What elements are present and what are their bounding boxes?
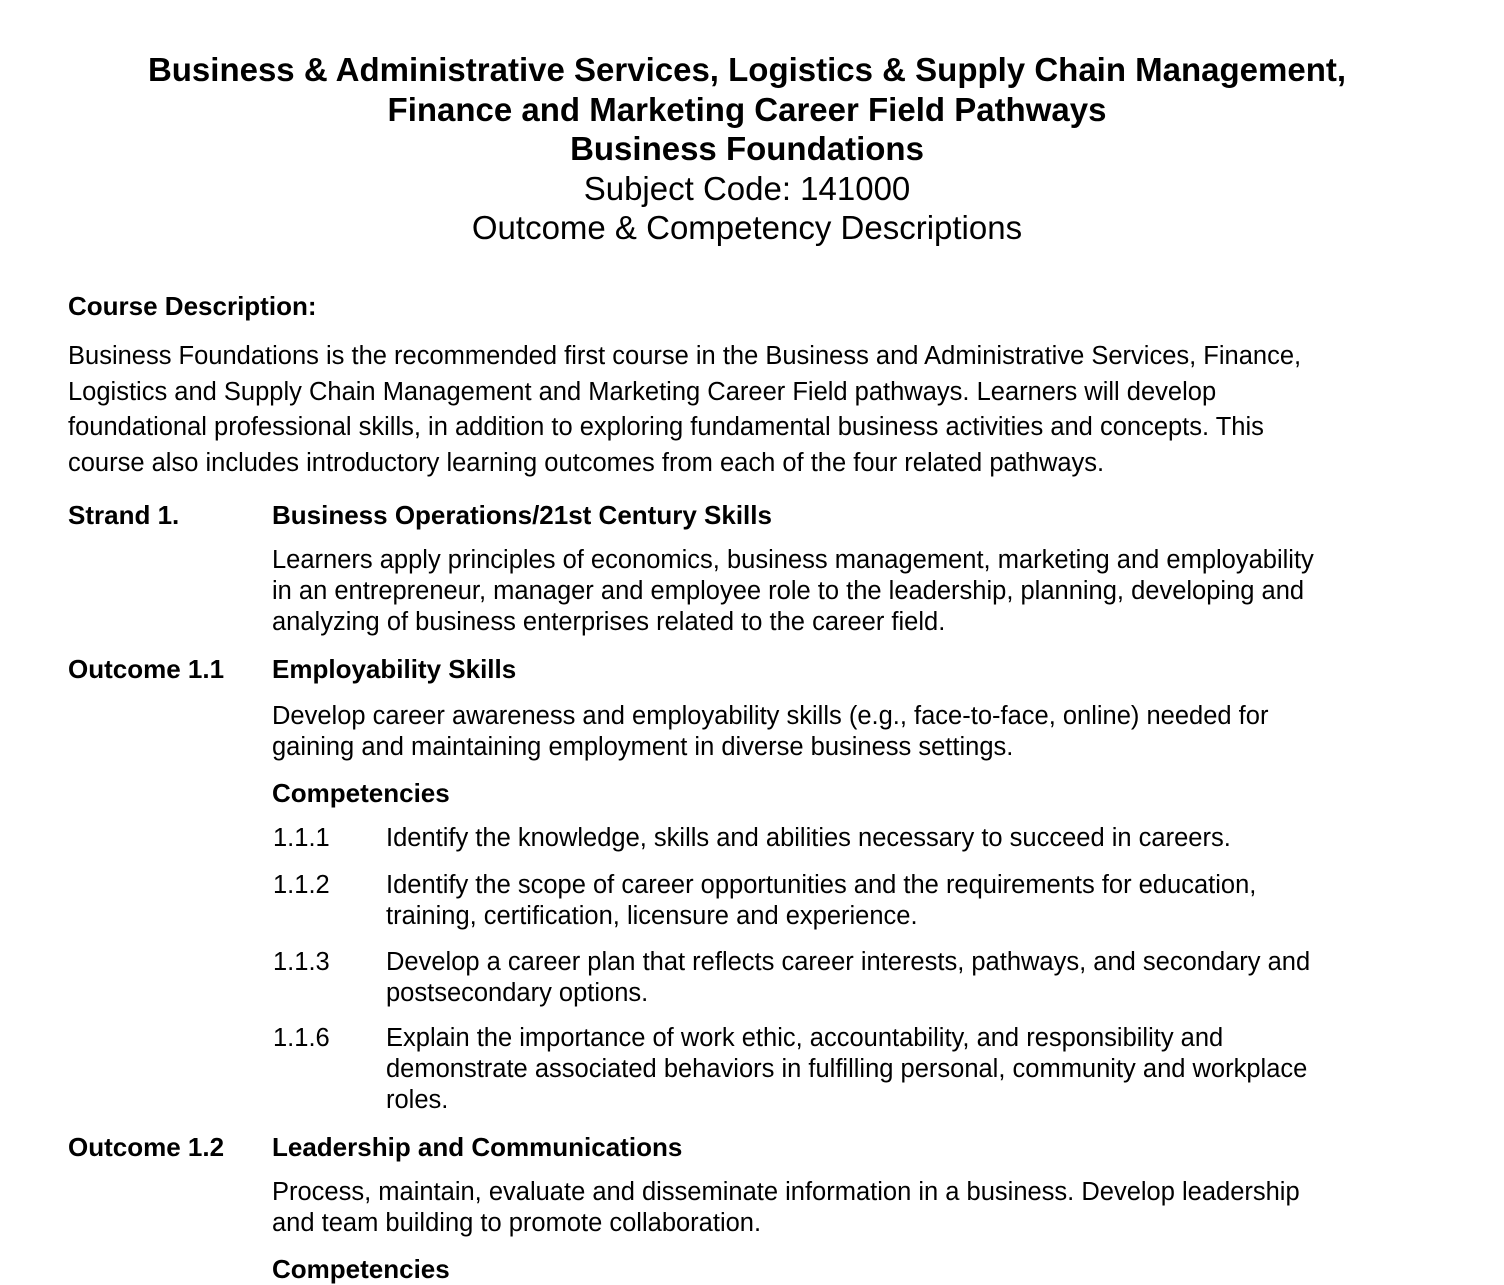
strand-description-line: analyzing of business enterprises related to the career field. [272,608,946,637]
competency-text [386,870,1416,932]
outcome-1-2-label: Outcome 1.2 [68,1132,225,1162]
course-description-line: foundational professional skills, in addition to exploring fundamental business activities and concepts. This [68,413,1264,442]
competency-text-line: Identify the knowledge, skills and abilities necessary to succeed in careers. [386,824,1231,852]
outcome-1-2-competencies-heading: Competencies [272,1254,450,1284]
competency-text-line: Identify the scope of career opportunities and the requirements for education, [386,871,1257,899]
competency-text-line: roles. [386,1086,449,1115]
outcome-1-2-title: Leadership and Communications [272,1132,683,1162]
competency-text [386,823,1416,854]
course-title: Business Foundations [570,130,924,167]
competency-number: 1.1.3 [273,948,330,976]
competency-text-line: training, certification, licensure and experience. [386,902,918,931]
course-description-line: course also includes introductory learning outcomes from each of the four related pathways. [68,449,1105,478]
course-description-text [68,339,1448,482]
title-line-2: Finance and Marketing Career Field Pathways [387,90,1107,128]
outcome-1-1-competencies-heading: Competencies [272,778,450,808]
competency-text-line: Explain the importance of work ethic, accountability, and responsibility and [386,1024,1224,1052]
strand-label: Strand 1. [68,500,180,530]
outcome-1-2-description-line: and team building to promote collaboration. [272,1209,762,1238]
outcome-1-1-description [272,701,1432,763]
strand-description [272,545,1432,639]
competency-text [386,947,1416,1009]
strand-description-line: Learners apply principles of economics, business management, marketing and employability [272,546,1314,574]
competency-number: 1.1.1 [273,824,330,852]
outcome-1-2-description-line: Process, maintain, evaluate and disseminate information in a business. Develop leadership [272,1178,1300,1206]
competency-text-line: demonstrate associated behaviors in fulfilling personal, community and workplace [386,1055,1308,1084]
competency-number: 1.1.2 [273,871,330,899]
outcome-1-1-description-line: gaining and maintaining employment in diverse business settings. [272,733,1014,762]
course-description-line: Logistics and Supply Chain Management and Marketing Career Field pathways. Learners will develop [68,377,1217,406]
competency-number: 1.1.6 [273,1024,330,1052]
competency-text-line: Develop a career plan that reflects career interests, pathways, and secondary and [386,948,1311,976]
competency-text-line: postsecondary options. [386,979,649,1008]
course-description-label: Course Description: [68,291,317,321]
outcome-1-1-description-line: Develop career awareness and employability skills (e.g., face-to-face, online) needed for [272,702,1269,730]
competency-text [386,1023,1416,1117]
strand-title: Business Operations/21st Century Skills [272,500,772,530]
outcome-1-2-description [272,1177,1432,1239]
strand-description-line: in an entrepreneur, manager and employee role to the leadership, planning, developing and [272,577,1305,606]
title-line-1: Business & Administrative Services, Logistics & Supply Chain Management, [147,51,1347,88]
subject-code: Subject Code: 141000 [583,169,911,207]
document-title-block [0,50,1494,248]
document-descriptor: Outcome & Competency Descriptions [471,209,1023,246]
course-description-line: Business Foundations is the recommended first course in the Business and Administrative Services, Finance, [68,342,1302,370]
outcome-1-1-title: Employability Skills [272,654,517,684]
outcome-1-1-label: Outcome 1.1 [68,654,225,684]
